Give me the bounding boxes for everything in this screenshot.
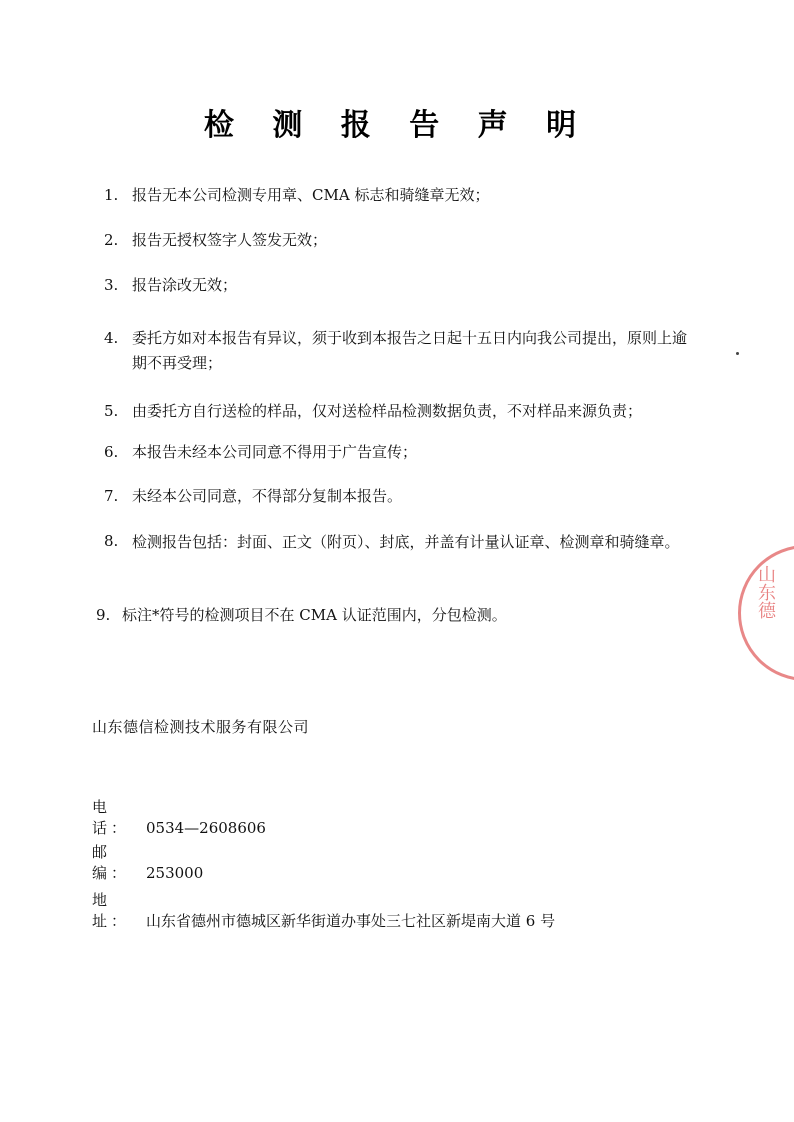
seam-stamp xyxy=(738,545,794,685)
item-text: 报告无授权签字人签发无效； xyxy=(132,231,328,249)
address-label: 地 址： xyxy=(92,891,131,930)
postcode-label: 邮 编： xyxy=(92,843,131,882)
item-text: 标注*符号的检测项目不在 CMA 认证范围内，分包检测。 xyxy=(122,606,507,624)
item-text: 未经本公司同意，不得部分复制本报告。 xyxy=(132,487,403,505)
speck-mark xyxy=(736,352,739,355)
address-row xyxy=(92,889,555,931)
phone-label: 电 话： xyxy=(92,798,131,837)
stamp-text: 山东德 xyxy=(755,565,776,619)
item-text: 报告无本公司检测专用章、CMA 标志和骑缝章无效； xyxy=(132,186,490,204)
item-text: 委托方如对本报告有异议，须于收到本报告之日起十五日内向我公司提出，原则上逾期不再受理； xyxy=(132,329,688,372)
address-value: 山东省德州市德城区新华街道办事处三七社区新堤南大道 6 号 xyxy=(146,912,556,930)
phone-row xyxy=(92,796,266,838)
item-number: 5. xyxy=(104,402,119,420)
phone-value: 0534—2608606 xyxy=(146,819,266,837)
item-number: 4. xyxy=(104,329,119,347)
item-text: 本报告未经本公司同意不得用于广告宣传； xyxy=(132,443,418,461)
item-number: 9. xyxy=(96,606,111,624)
page-title: 检 测 报 告 声 明 xyxy=(203,108,591,143)
company-name: 山东德信检测技术服务有限公司 xyxy=(92,718,310,736)
item-text: 检测报告包括：封面、正文（附页）、封底，并盖有计量认证章、检测章和骑缝章。 xyxy=(132,533,680,551)
item-number: 7. xyxy=(104,487,119,505)
item-text: 报告涂改无效； xyxy=(132,276,238,294)
postcode-value: 253000 xyxy=(146,864,204,882)
item-number: 1. xyxy=(104,186,119,204)
item-number: 2. xyxy=(104,231,119,249)
item-number: 3. xyxy=(104,276,119,294)
item-number: 8. xyxy=(104,532,119,550)
item-text: 由委托方自行送检的样品，仅对送检样品检测数据负责，不对样品来源负责； xyxy=(132,402,643,420)
postcode-row xyxy=(92,841,203,883)
item-number: 6. xyxy=(104,443,119,461)
